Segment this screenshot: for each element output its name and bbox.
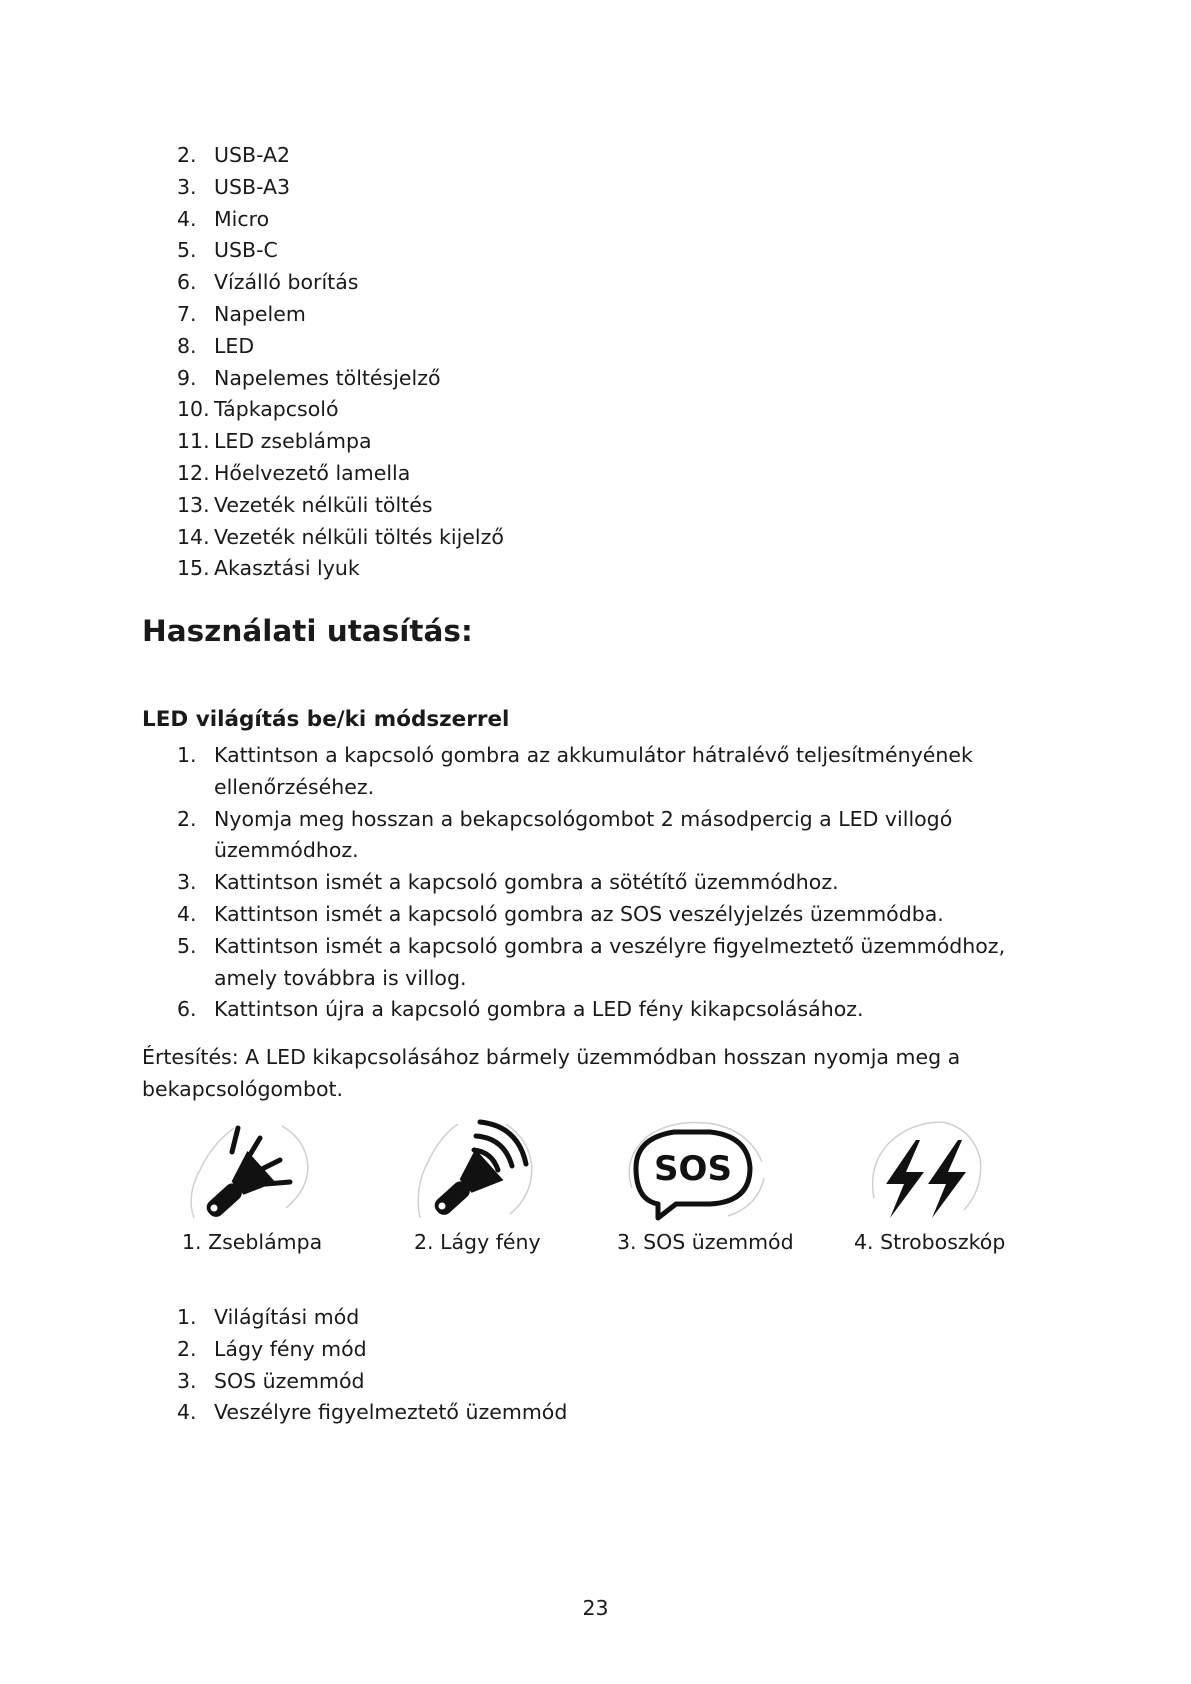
icon-cell-strobe <box>854 1118 1006 1254</box>
icon-cell-flashlight <box>182 1118 323 1254</box>
icon-cell-sos <box>617 1118 794 1254</box>
icon-caption: 2. Lágy fény <box>414 1230 541 1254</box>
list-item: 11. LED zseblámpa <box>177 429 372 454</box>
list-item: 4. Veszélyre figyelmeztető üzemmód <box>177 1400 568 1425</box>
list-item: 5. Kattintson ismét a kapcsoló gombra a veszélyre figyelmeztető üzemmódhoz, amely továbbra is villog. <box>177 933 1006 990</box>
list-item: 8. LED <box>177 333 255 358</box>
list-item: 9. Napelemes töltésjelző <box>177 365 441 390</box>
subsection-title: LED világítás be/ki módszerrel <box>142 707 510 732</box>
icon-cell-soft-light <box>414 1118 541 1254</box>
modes-list <box>177 1302 567 1429</box>
page-number: 23 <box>582 1596 609 1620</box>
list-item: 12. Hőelvezető lamella <box>177 460 411 485</box>
list-item: 4. Micro <box>177 206 270 231</box>
icon-caption: 1. Zseblámpa <box>182 1230 323 1254</box>
list-item: 4. Kattintson ismét a kapcsoló gombra az SOS veszélyjelzés üzemmódba. <box>177 901 944 926</box>
list-item: 10. Tápkapcsoló <box>177 397 339 422</box>
flashlight-icon <box>182 1118 312 1222</box>
sos-label: SOS <box>654 1149 732 1189</box>
sos-bubble-icon <box>618 1118 768 1222</box>
light-mode-icons <box>0 1118 1191 1258</box>
list-item: 3. Kattintson ismét a kapcsoló gombra a sötétítő üzemmódhoz. <box>177 870 839 895</box>
list-item: 2. USB-A2 <box>177 143 291 167</box>
strobe-icon <box>864 1118 994 1222</box>
soft-light-icon <box>414 1118 534 1222</box>
list-item: 13. Vezeték nélküli töltés <box>177 492 433 517</box>
list-item: 6. Kattintson újra a kapcsoló gombra a LED fény kikapcsolásához. <box>177 997 864 1022</box>
section-title: Használati utasítás: <box>142 614 473 648</box>
parts-list <box>177 140 504 585</box>
steps-list <box>177 740 1057 1026</box>
notice-text: Értesítés: A LED kikapcsolásához bármely üzemmódban hosszan nyomja meg a bekapcsológombot. <box>142 1045 961 1101</box>
list-item: 14. Vezeték nélküli töltés kijelző <box>177 524 504 549</box>
list-item: 7. Napelem <box>177 301 306 326</box>
list-item: 3. SOS üzemmód <box>177 1368 365 1393</box>
list-item: 5. USB-C <box>177 238 278 263</box>
icon-caption: 3. SOS üzemmód <box>617 1230 794 1254</box>
list-item: 2. Lágy fény mód <box>177 1336 367 1361</box>
list-item: 6. Vízálló borítás <box>177 270 359 295</box>
list-item: 1. Világítási mód <box>177 1305 360 1329</box>
list-item: 3. USB-A3 <box>177 174 291 199</box>
icon-caption: 4. Stroboszkóp <box>854 1230 1006 1254</box>
list-item: 2. Nyomja meg hosszan a bekapcsológombot 2 másodpercig a LED villogó üzemmódhoz. <box>177 806 953 863</box>
list-item: 15. Akasztási lyuk <box>177 556 360 581</box>
list-item: 1. Kattintson a kapcsoló gombra az akkumulátor hátralévő teljesítményének ellenőrzéséhez. <box>177 743 973 799</box>
